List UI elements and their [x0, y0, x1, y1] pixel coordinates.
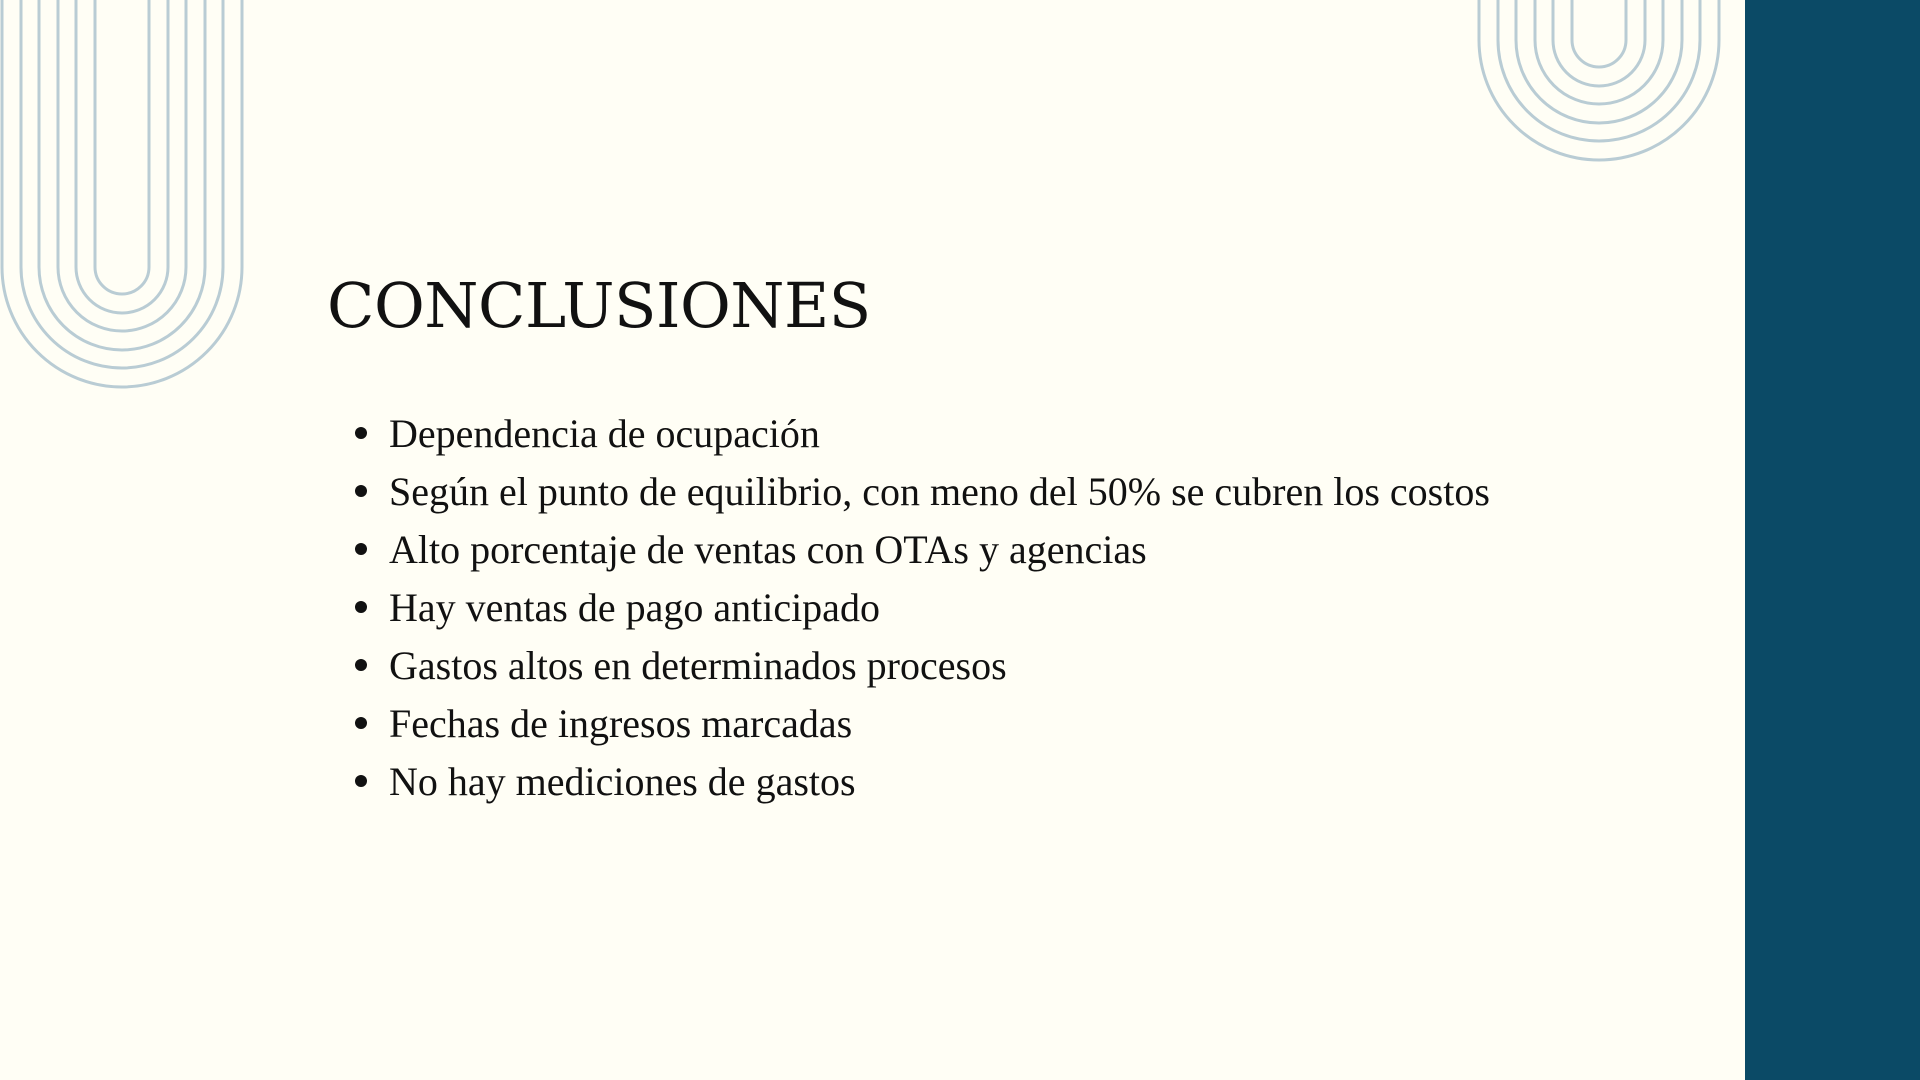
- list-item: [355, 637, 1735, 695]
- bullet-icon: [355, 775, 367, 787]
- conclusions-list: [355, 405, 1735, 811]
- list-item-text: Según el punto de equilibrio, con meno del 50% se cubren los costos: [389, 469, 1490, 514]
- list-item: [355, 521, 1735, 579]
- list-item: [355, 405, 1735, 463]
- list-item-text: Gastos altos en determinados procesos: [389, 643, 1007, 688]
- bullet-icon: [355, 427, 367, 439]
- bullet-icon: [355, 601, 367, 613]
- list-item: [355, 695, 1735, 753]
- bullet-icon: [355, 485, 367, 497]
- list-item: [355, 579, 1735, 637]
- bullet-icon: [355, 659, 367, 671]
- list-item-text: Fechas de ingresos marcadas: [389, 701, 853, 746]
- list-item: [355, 753, 1735, 811]
- list-item-text: Hay ventas de pago anticipado: [389, 585, 880, 630]
- list-item-text: No hay mediciones de gastos: [389, 759, 856, 804]
- arch-decoration-left: [0, 0, 248, 390]
- arch-decoration-right: [1475, 0, 1725, 165]
- bullet-icon: [355, 717, 367, 729]
- list-item-text: Dependencia de ocupación: [389, 411, 820, 456]
- list-item-text: Alto porcentaje de ventas con OTAs y agencias: [389, 527, 1147, 572]
- bullet-icon: [355, 543, 367, 555]
- slide-title: CONCLUSIONES: [327, 269, 871, 342]
- side-bar: [1745, 0, 1920, 1080]
- list-item: [355, 463, 1735, 521]
